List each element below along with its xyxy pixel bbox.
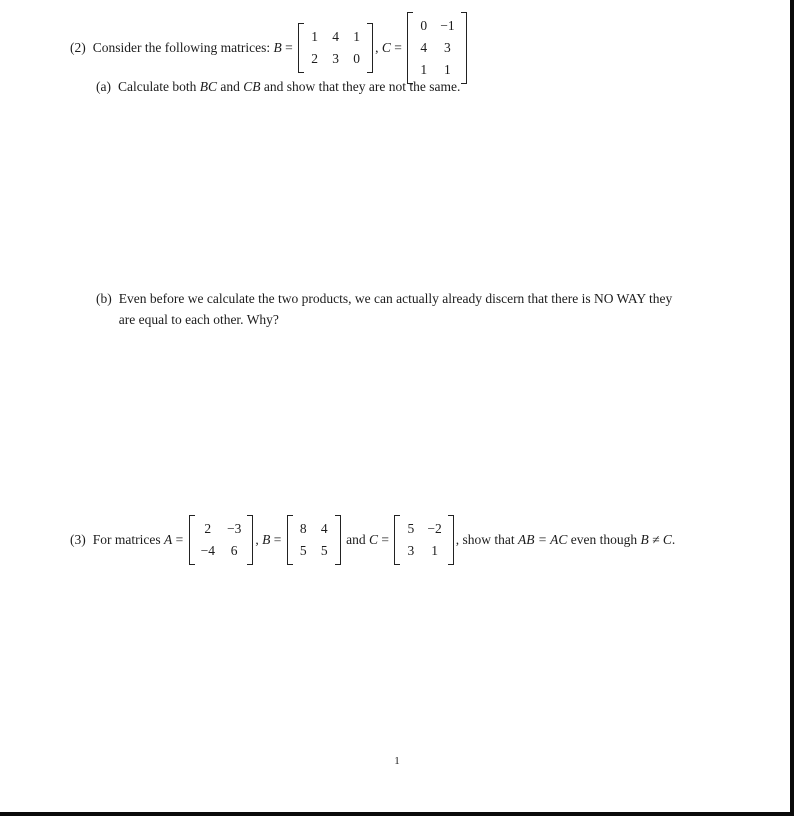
matrix-cell: 5 <box>320 543 328 558</box>
equals-sign: = <box>378 532 393 547</box>
equals-sign: = <box>172 532 187 547</box>
matrix-cell: 1 <box>420 62 428 77</box>
matrix-cell: 8 <box>299 521 307 536</box>
matrix-cell: 5 <box>407 521 415 536</box>
problem-3-statement <box>70 515 675 565</box>
problem-3-outro: even though <box>567 532 641 547</box>
math-var-B: B <box>273 40 282 55</box>
matrix-cell: 0 <box>353 51 360 66</box>
matrix-C-problem2 <box>407 12 466 84</box>
part-a-text: and show that they are not the same. <box>260 79 461 94</box>
matrix-cell: 4 <box>420 40 428 55</box>
matrix-B-problem3 <box>287 515 341 565</box>
matrix-cell: 1 <box>311 29 318 44</box>
equals-sign: = <box>270 532 285 547</box>
right-bracket <box>448 515 454 565</box>
matrix-cell: 1 <box>431 543 438 558</box>
and-text: and <box>342 532 369 547</box>
part-b-line-2: are equal to each other. Why? <box>118 312 279 327</box>
math-var-A: A <box>163 532 173 547</box>
math-CB: CB <box>243 79 261 94</box>
page-bottom-edge <box>0 812 794 816</box>
math-var-C: C <box>381 40 391 55</box>
matrix-cell: 6 <box>230 543 238 558</box>
math-var-B: B <box>262 532 271 547</box>
math-AB-equals-AC: AB = AC <box>518 532 568 547</box>
right-bracket <box>461 12 467 84</box>
problem-2-statement <box>70 12 469 84</box>
matrix-cell: 4 <box>332 29 339 44</box>
problem-3-outro: . <box>671 532 676 547</box>
part-a-label: (a) <box>96 79 111 94</box>
problem-3-outro: , show that <box>455 532 518 547</box>
matrix-cells <box>304 23 367 73</box>
right-bracket <box>335 515 341 565</box>
matrix-cell: 1 <box>444 62 451 77</box>
part-b-line-1: Even before we calculate the two products, we can actually already discern that there is NO WAY they <box>118 291 673 306</box>
comma-separator: , <box>255 532 263 547</box>
math-BC: BC <box>199 79 217 94</box>
matrix-A-problem3 <box>189 515 254 565</box>
matrix-cell: 3 <box>407 543 415 558</box>
matrix-cell: −1 <box>440 18 455 33</box>
matrix-cells <box>400 515 447 565</box>
problem-2a <box>96 76 460 97</box>
problem-2-intro: Consider the following matrices: <box>92 40 274 55</box>
matrix-cell: −4 <box>200 543 215 558</box>
matrix-cell: 1 <box>353 29 360 44</box>
matrix-cell: 3 <box>444 40 451 55</box>
matrix-cell: 3 <box>332 51 339 66</box>
right-bracket <box>367 23 373 73</box>
matrix-cell: −3 <box>226 521 242 536</box>
matrix-cell: 2 <box>311 51 318 66</box>
matrix-cells <box>413 12 460 84</box>
problem-2-label: (2) <box>70 40 86 55</box>
matrix-cell: 4 <box>320 521 328 536</box>
part-b-text <box>119 288 673 330</box>
problem-2b <box>96 288 672 330</box>
page-number: 1 <box>394 755 400 767</box>
matrix-cell: −2 <box>427 521 442 536</box>
matrix-cell: 5 <box>299 543 307 558</box>
math-var-C: C <box>368 532 378 547</box>
page-right-edge <box>790 0 794 816</box>
matrix-cell: 2 <box>204 521 212 536</box>
problem-3-label: (3) <box>70 532 86 547</box>
matrix-cells <box>195 515 248 565</box>
matrix-B-problem2 <box>298 23 373 73</box>
matrix-cell: 0 <box>420 18 428 33</box>
equals-sign: = <box>390 40 406 55</box>
matrix-C-problem3 <box>394 515 453 565</box>
equals-sign: = <box>281 40 297 55</box>
right-bracket <box>247 515 253 565</box>
problem-3-intro: For matrices <box>92 532 164 547</box>
part-a-text: Calculate both <box>117 79 200 94</box>
part-b-label: (b) <box>96 291 112 306</box>
matrix-cells <box>293 515 335 565</box>
math-B-not-equal-C: B ≠ C <box>640 532 672 547</box>
part-a-text: and <box>216 79 244 94</box>
comma-separator: , <box>375 40 382 55</box>
